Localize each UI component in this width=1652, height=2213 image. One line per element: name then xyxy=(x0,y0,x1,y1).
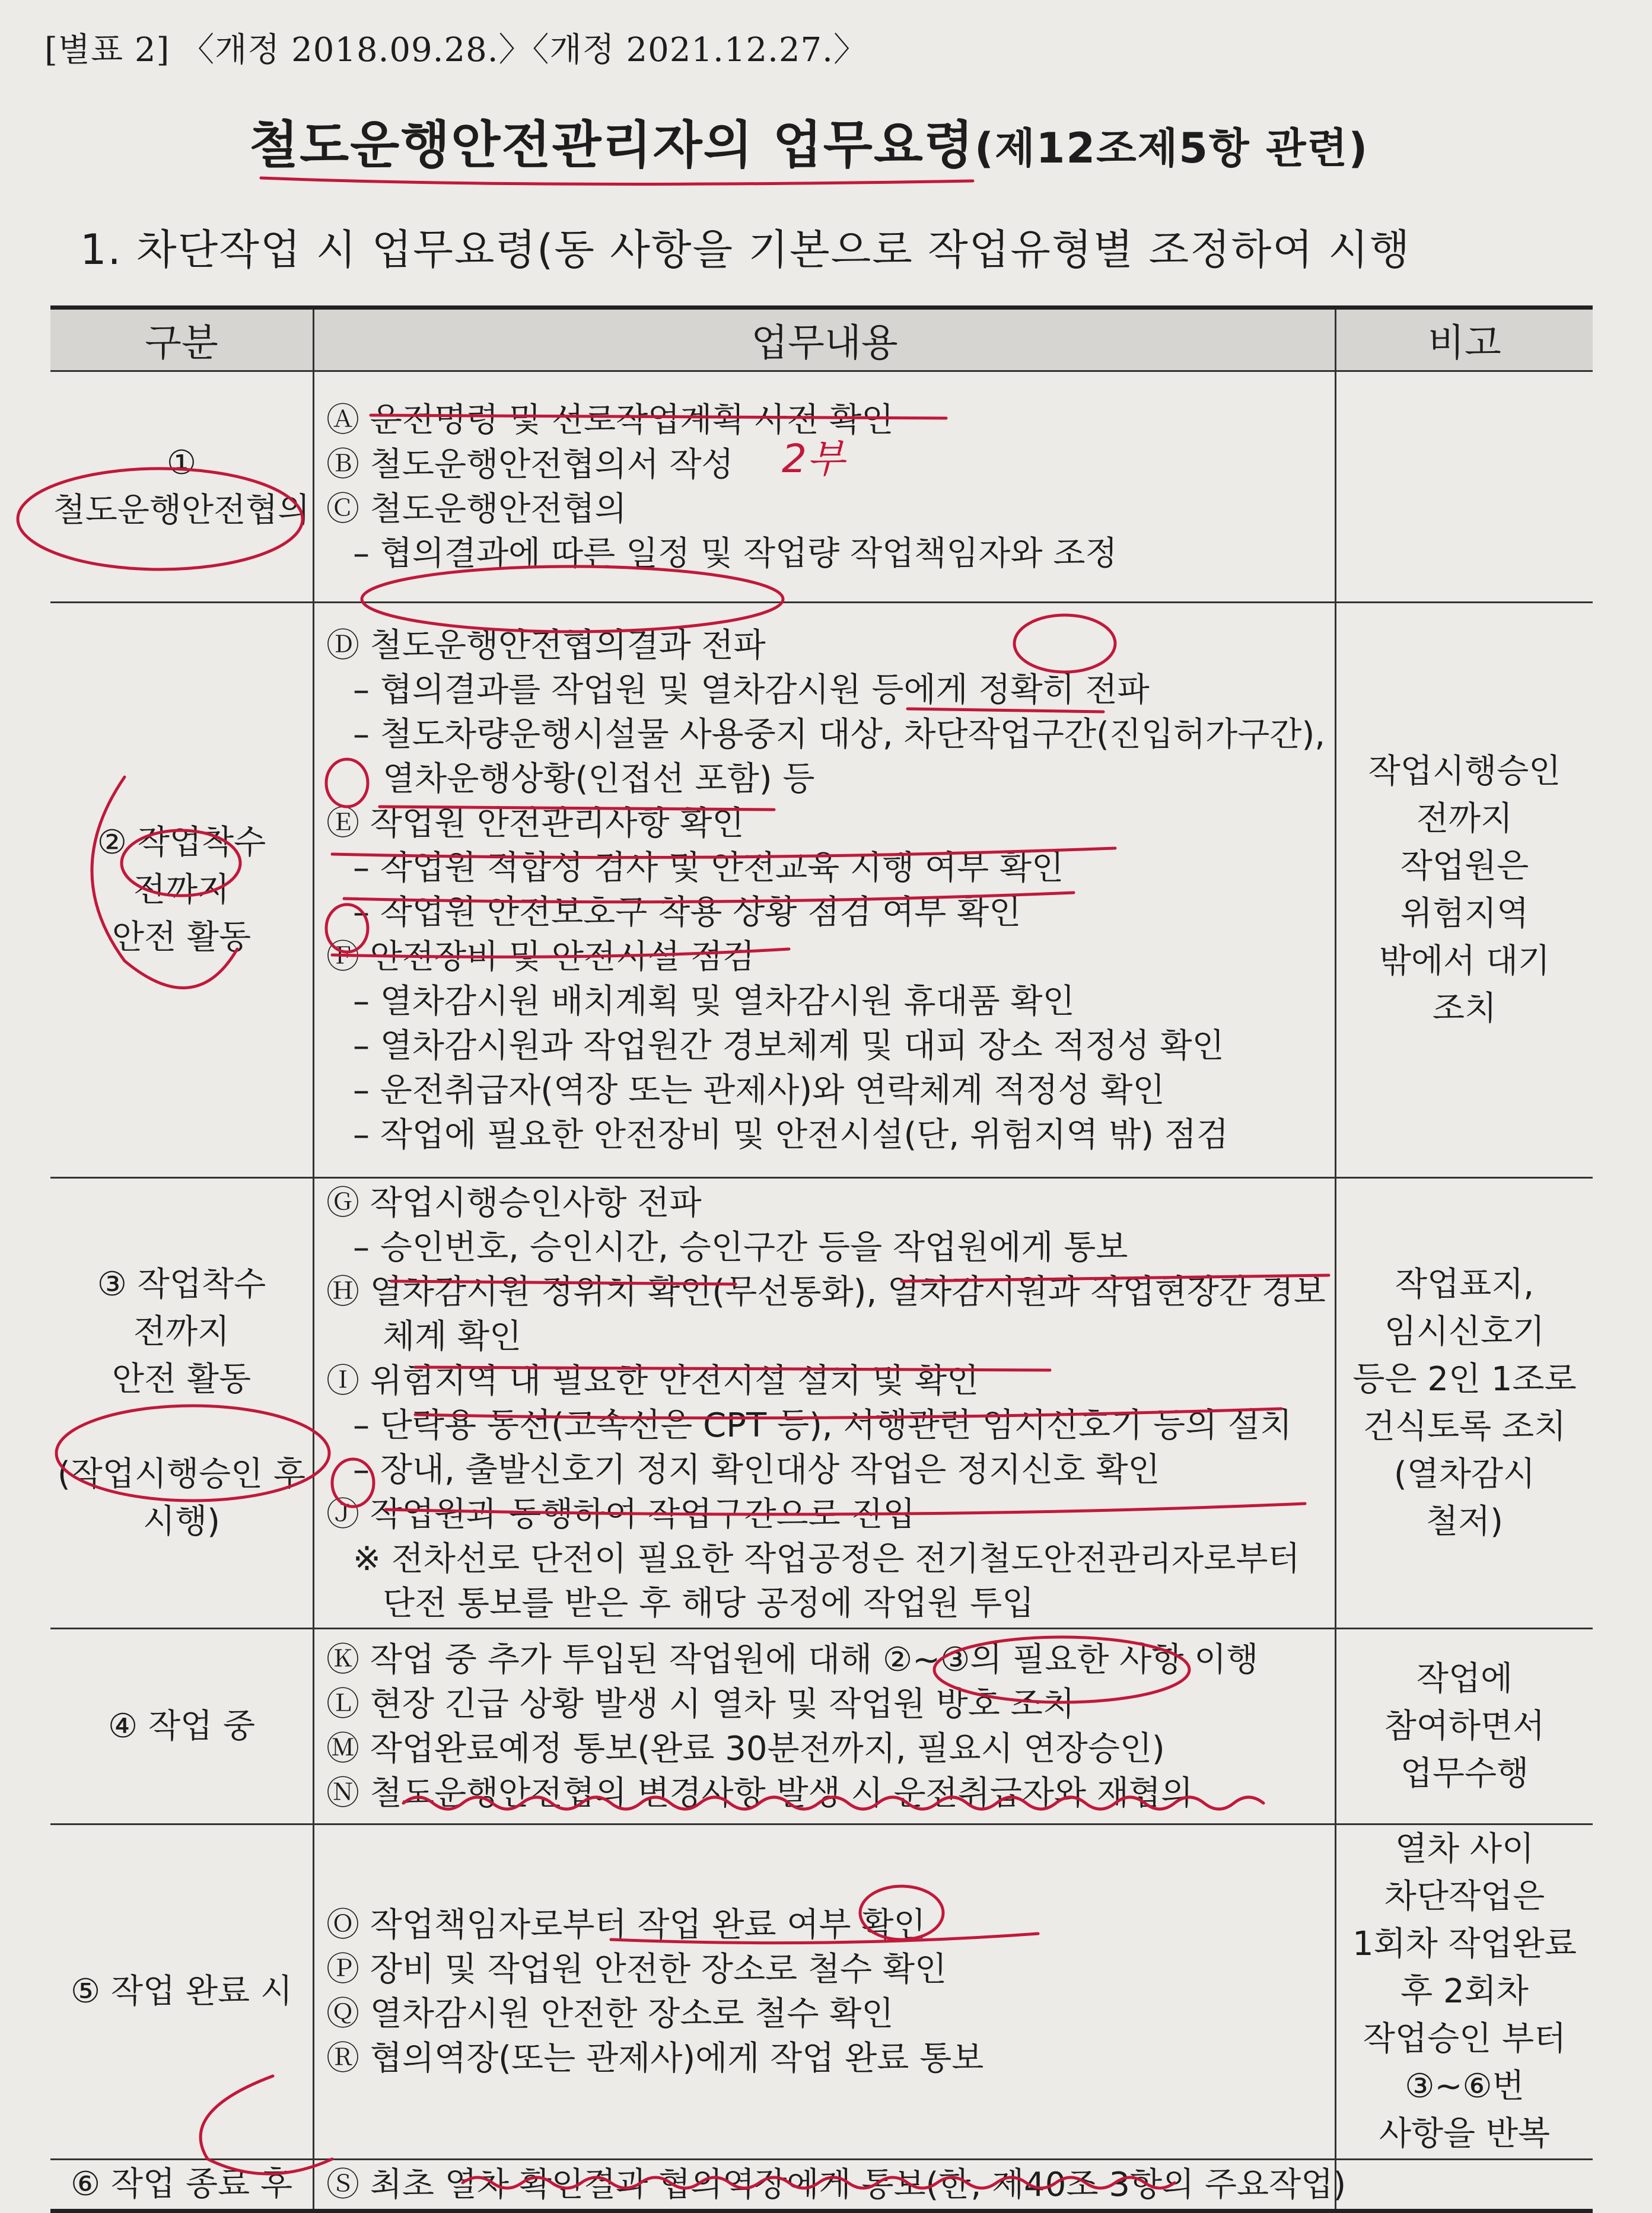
category-line: ④ 작업 중 xyxy=(107,1706,256,1746)
remark-line: (열차감시 xyxy=(1393,1454,1536,1494)
duty-item: Ⓛ 현장 긴급 상황 발생 시 열차 및 작업원 방호 조치 xyxy=(326,1685,1075,1724)
duty-sub-item: – 작업원 안전보호구 착용 상황 점검 여부 확인 xyxy=(353,893,1021,932)
remark-line: 조치 xyxy=(1432,989,1497,1028)
document-title xyxy=(249,104,1368,177)
duty-sub-item: – 협의결과에 따른 일정 및 작업량 작업책임자와 조정 xyxy=(353,534,1118,573)
row-content xyxy=(314,1824,1336,2160)
table-header-row xyxy=(50,308,1593,371)
remark-line: 철저) xyxy=(1425,1502,1504,1541)
row-category xyxy=(50,2160,314,2211)
remark-line: 등은 2인 1조로 xyxy=(1352,1359,1577,1399)
category-line: 철도운행안전협의 xyxy=(53,491,310,530)
row-category xyxy=(50,1178,314,1629)
header-note: 비고 xyxy=(1336,308,1593,371)
remark-line: 밖에서 대기 xyxy=(1379,941,1551,980)
category-line: 전까지 xyxy=(133,1312,230,1351)
duty-item: Ⓚ 작업 중 추가 투입된 작업원에 대해 ②~③의 필요한 사항 이행 xyxy=(326,1640,1259,1679)
remark-line: 작업원은 xyxy=(1400,846,1529,886)
duty-sub-item: – 운전취급자(역장 또는 관제사)와 연락체계 적정성 확인 xyxy=(353,1071,1165,1110)
row-remark xyxy=(1336,1629,1593,1824)
remark-line: 사항을 반복 xyxy=(1379,2115,1551,2153)
remark-line: 전까지 xyxy=(1416,799,1513,838)
remark-line: 열차 사이 xyxy=(1395,1830,1535,1868)
category-line: ⑥ 작업 종료 후 xyxy=(70,2165,293,2204)
duty-item: Ⓕ 안전장비 및 안전시설 점검 xyxy=(326,937,755,976)
row-content xyxy=(314,1629,1336,1824)
row-category xyxy=(50,1824,314,2160)
row-remark xyxy=(1336,1824,1593,2160)
duty-item: Ⓟ 장비 및 작업원 안전한 장소로 철수 확인 xyxy=(326,1950,947,1989)
row-content xyxy=(314,603,1336,1178)
remark-line: 후 2회차 xyxy=(1400,1972,1529,2011)
remark-line: 업무수행 xyxy=(1400,1754,1529,1793)
remark-line: 임시신호기 xyxy=(1384,1312,1545,1351)
duty-item: Ⓜ 작업완료예정 통보(완료 30분전까지, 필요시 연장승인) xyxy=(326,1729,1165,1768)
duty-item: Ⓞ 작업책임자로부터 작업 완료 여부 확인 xyxy=(326,1906,926,1944)
duty-item: Ⓝ 철도운행안전협의 변경사항 발생 시 운전취급자와 재협의 xyxy=(326,1773,1193,1813)
duty-sub-item: ※ 전차선로 단전이 필요한 작업공정은 전기철도안전관리자로부터 xyxy=(353,1539,1300,1578)
row-remark xyxy=(1336,371,1593,603)
duty-item: Ⓢ 최초 열차 확인결과 협의역장에게 통보(한, 제40조 3항의 주요작업) xyxy=(326,2165,1347,2204)
row-content xyxy=(314,371,1336,603)
duty-item: Ⓠ 열차감시원 안전한 장소로 철수 확인 xyxy=(326,1995,894,2033)
title-underline xyxy=(261,178,973,184)
duty-sub-item: – 협의결과를 작업원 및 열차감시원 등에게 정확히 전파 xyxy=(353,670,1150,709)
table-row xyxy=(50,371,1593,603)
category-line: 안전 활동 xyxy=(112,1359,252,1399)
duty-item: Ⓔ 작업원 안전관리사항 확인 xyxy=(326,804,744,843)
category-line: 시행) xyxy=(142,1502,221,1541)
duty-item: Ⓐ 운전명령 및 선로작업계획 사전 확인 xyxy=(326,400,894,440)
duty-sub-item: 단전 통보를 받은 후 해당 공정에 작업원 투입 xyxy=(383,1584,1035,1623)
category-line: 전까지 xyxy=(133,870,230,909)
duty-sub-item: 체계 확인 xyxy=(383,1317,522,1356)
duty-sub-item: – 열차감시원 배치계획 및 열차감시원 휴대품 확인 xyxy=(353,982,1075,1021)
section-heading: 1. 차단작업 시 업무요령(동 사항을 기본으로 작업유형별 조정하여 시행 xyxy=(80,225,1411,274)
duty-table xyxy=(50,305,1593,2213)
remark-line: 1회차 작업완료 xyxy=(1352,1925,1577,1963)
category-line xyxy=(51,1403,312,1451)
table-row xyxy=(50,603,1593,1178)
row-remark xyxy=(1336,2160,1593,2211)
remark-line: 참여하면서 xyxy=(1384,1706,1545,1746)
handwritten-copies-note: 2부 xyxy=(782,436,845,482)
duty-item: Ⓓ 철도운행안전협의결과 전파 xyxy=(326,626,766,665)
table-row xyxy=(50,1629,1593,1824)
row-remark xyxy=(1336,1178,1593,1629)
remark-line: 건식토록 조치 xyxy=(1363,1407,1567,1446)
duty-item: Ⓒ 철도운행안전협의 xyxy=(326,489,627,528)
duty-sub-item: – 단락용 동선(고속선은 CPT 등), 서행관련 임시신호기 등의 설치 xyxy=(353,1406,1293,1445)
duty-item: Ⓡ 협의역장(또는 관제사)에게 작업 완료 통보 xyxy=(326,2039,984,2078)
duty-item: Ⓘ 위험지역 내 필요한 안전시설 설치 및 확인 xyxy=(326,1361,979,1400)
duty-item: Ⓑ 철도운행안전협의서 작성 xyxy=(326,445,734,484)
table-row xyxy=(50,1824,1593,2160)
category-line: ⑤ 작업 완료 시 xyxy=(70,1972,293,2011)
table-row xyxy=(50,1178,1593,1629)
remark-line: ③~⑥번 xyxy=(1405,2067,1524,2106)
duty-item: Ⓙ 작업원과 동행하여 작업구간으로 진입 xyxy=(326,1495,915,1534)
header-category: 구분 xyxy=(50,308,314,371)
duty-item: Ⓗ 열차감시원 정위치 확인(무선통화), 열차감시원과 작업현장간 경보 xyxy=(326,1272,1326,1311)
duty-sub-item: – 장내, 출발신호기 정지 확인대상 작업은 정지신호 확인 xyxy=(353,1450,1160,1489)
row-category xyxy=(50,603,314,1178)
duty-sub-item: – 승인번호, 승인시간, 승인구간 등을 작업원에게 통보 xyxy=(353,1228,1128,1267)
amendment-note: [별표 2] 〈개정 2018.09.28.〉〈개정 2021.12.27.〉 xyxy=(44,31,867,69)
table-row xyxy=(50,2160,1593,2211)
duty-item: Ⓖ 작업시행승인사항 전파 xyxy=(326,1183,702,1222)
remark-line: 위험지역 xyxy=(1400,894,1529,933)
category-line: ② 작업착수 xyxy=(97,823,266,862)
duty-sub-item: – 작업에 필요한 안전장비 및 안전시설(단, 위험지역 밖) 점검 xyxy=(353,1115,1229,1154)
row-category xyxy=(50,371,314,603)
category-line: 안전 활동 xyxy=(112,918,252,957)
row-content xyxy=(314,1178,1336,1629)
header-content: 업무내용 xyxy=(314,308,1336,371)
remark-line: 차단작업은 xyxy=(1384,1877,1545,1916)
title-main: 철도운행안전관리자의 업무요령 xyxy=(249,116,975,175)
duty-sub-item: – 철도차량운행시설물 사용중지 대상, 차단작업구간(진입허가구간), xyxy=(353,715,1326,754)
row-content xyxy=(314,2160,1347,2211)
duty-sub-item: – 열차감시원과 작업원간 경보체계 및 대피 장소 적정성 확인 xyxy=(353,1026,1224,1065)
category-line: (작업시행승인 후 xyxy=(57,1454,306,1494)
remark-line: 작업승인 부터 xyxy=(1363,2020,1567,2058)
duty-sub-item: – 작업원 적합성 검사 및 안전교육 시행 여부 확인 xyxy=(353,848,1064,887)
row-remark xyxy=(1336,603,1593,1178)
row-category xyxy=(50,1629,314,1824)
duty-sub-item: 열차운행상황(인접선 포함) 등 xyxy=(383,759,815,798)
category-line: ③ 작업착수 xyxy=(97,1265,266,1304)
remark-line: 작업시행승인 xyxy=(1368,752,1561,791)
remark-line: 작업표지, xyxy=(1395,1265,1535,1304)
remark-line: 작업에 xyxy=(1416,1659,1513,1698)
category-line: ① xyxy=(166,443,197,482)
title-sub: (제12조제5항 관련) xyxy=(975,124,1369,173)
